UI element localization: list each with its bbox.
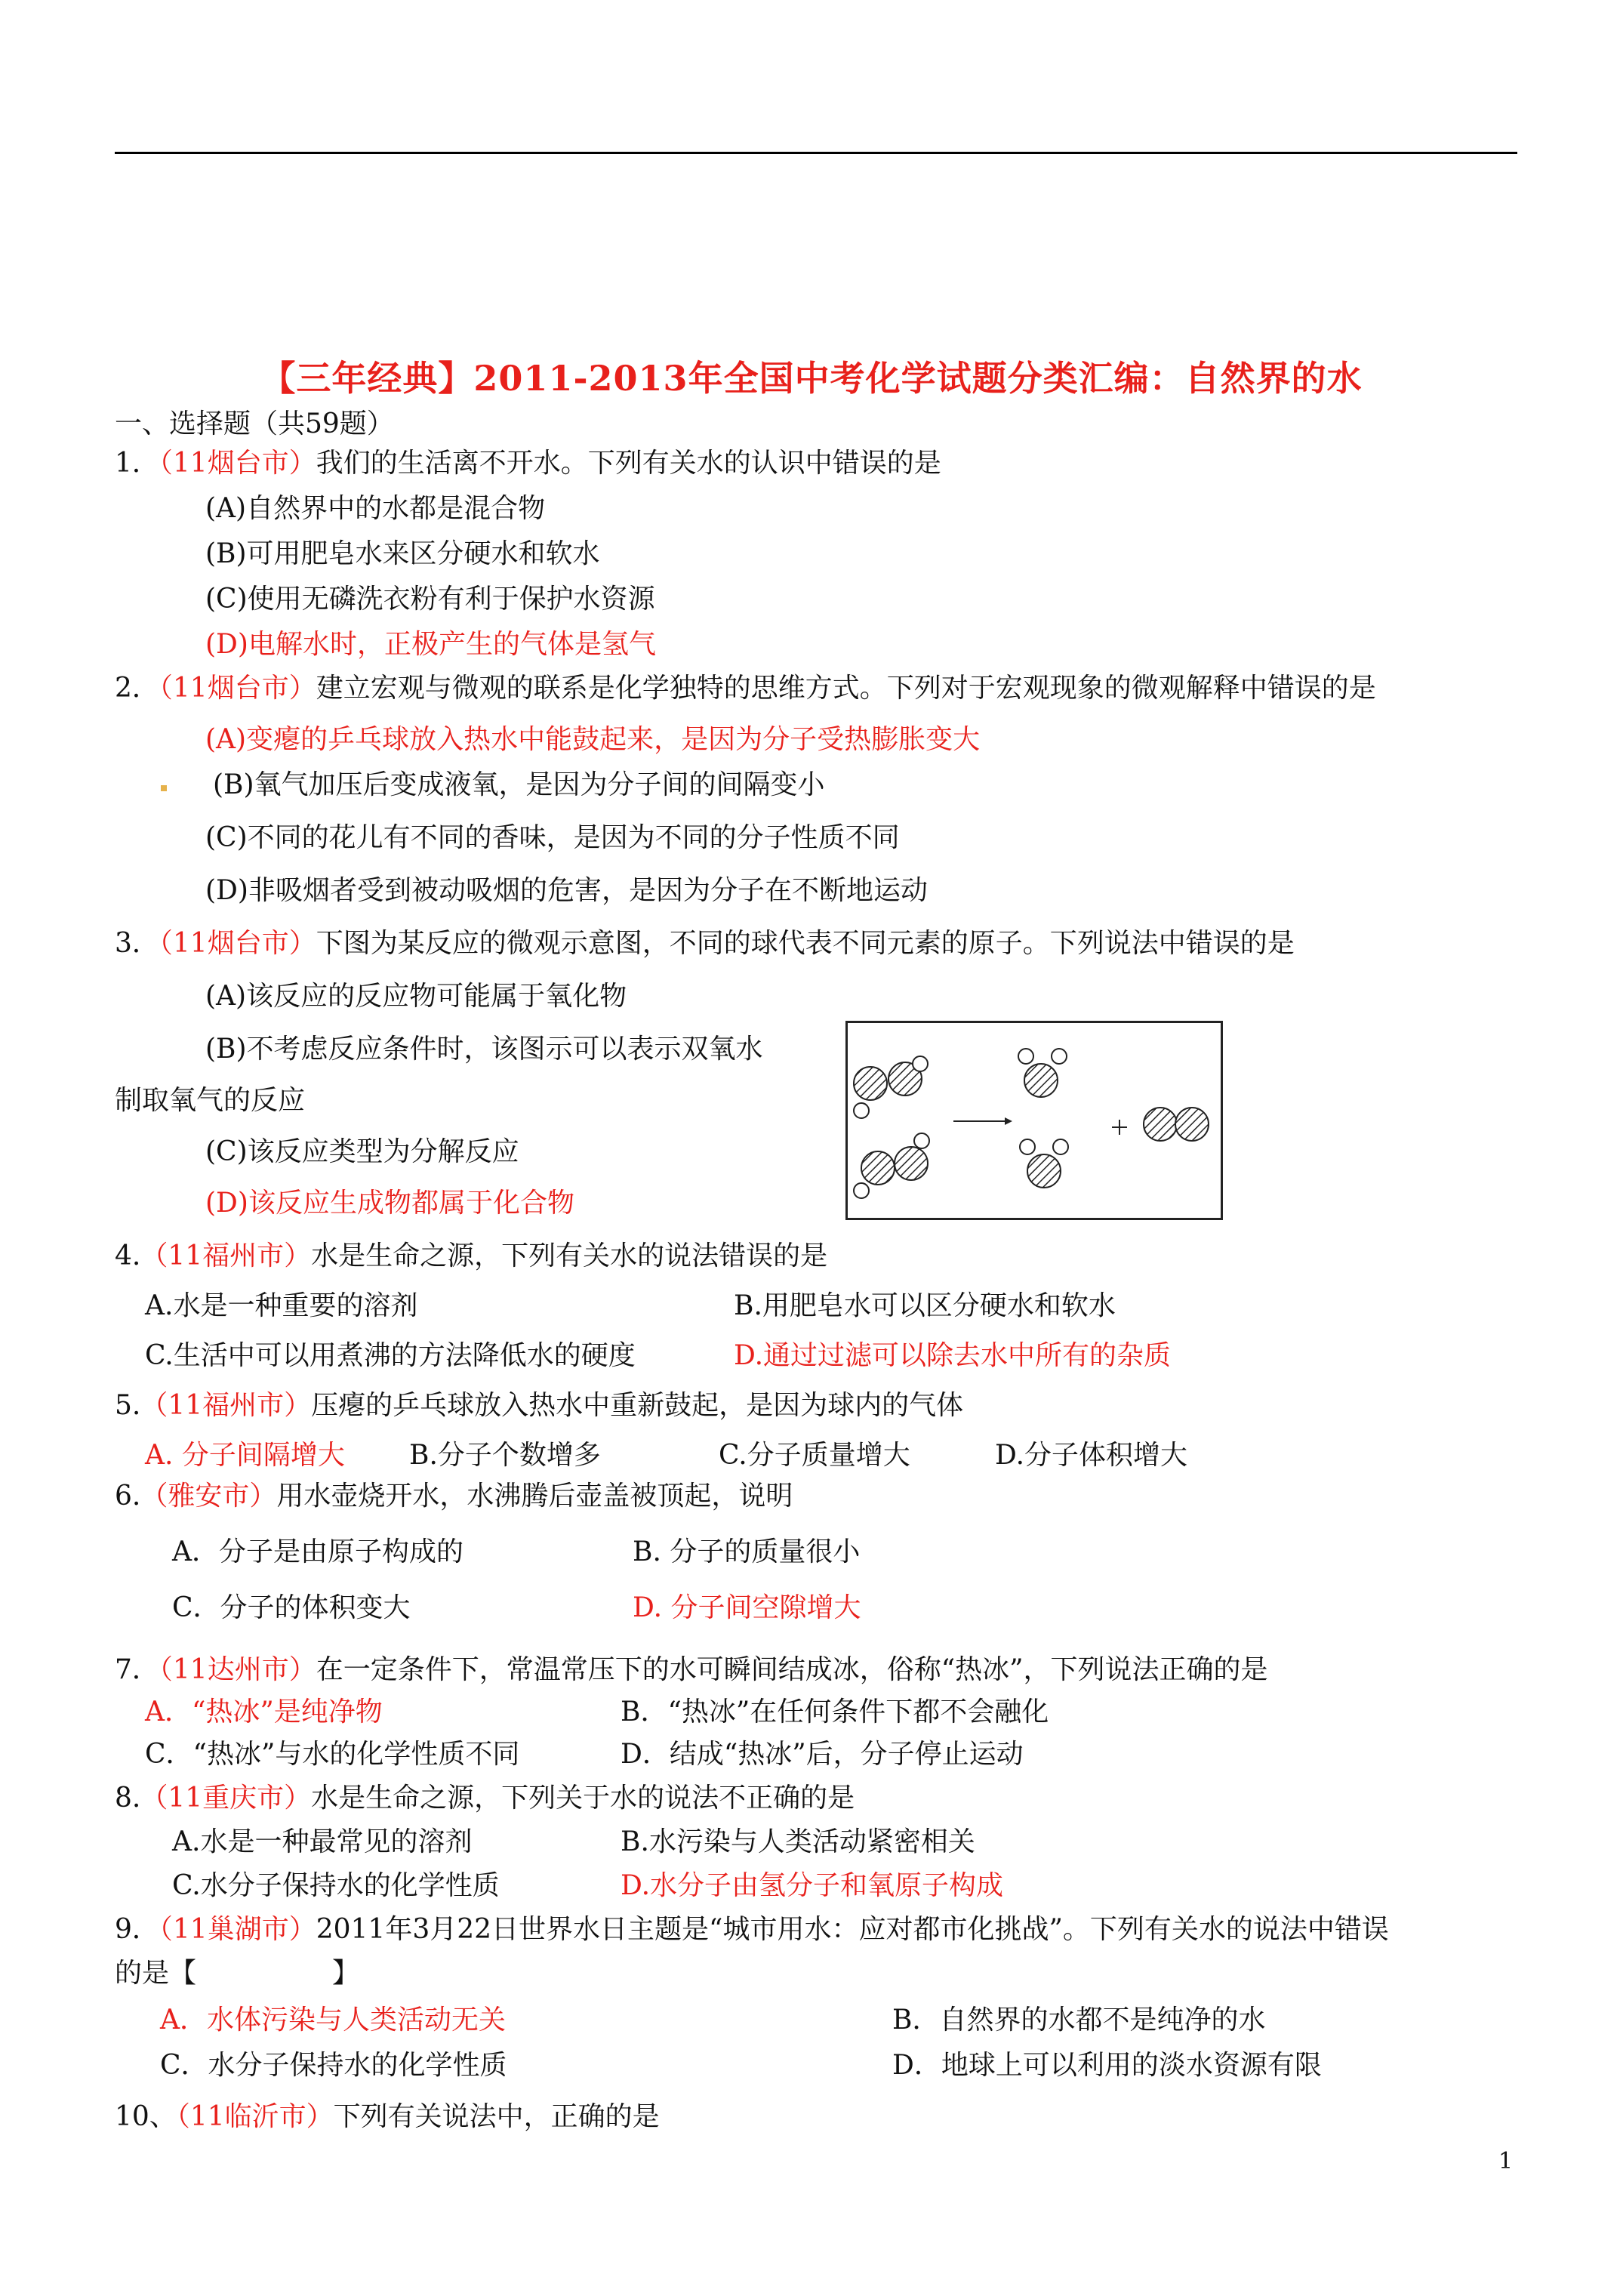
option-a: A.水是一种重要的溶剂 xyxy=(145,1290,418,1321)
option-c: C.水分子保持水的化学性质 xyxy=(172,1870,500,1901)
option-d-answer: D.通过过滤可以除去水中所有的杂质 xyxy=(734,1340,1172,1371)
option-b: B．“热冰”在任何条件下都不会融化 xyxy=(621,1697,1049,1727)
option-c: C．水分子保持水的化学性质 xyxy=(160,2050,507,2081)
product-oxygen-molecule xyxy=(1144,1108,1209,1141)
question-source: （11巢湖市） xyxy=(159,1914,316,1945)
bullet-mark xyxy=(161,785,167,791)
header-rule xyxy=(115,152,1517,154)
option-d: D.分子体积增大 xyxy=(995,1440,1188,1471)
question-8 xyxy=(115,1782,855,1815)
reaction-arrow xyxy=(953,1117,1012,1125)
option-a-answer: A. 分子间隔增大 xyxy=(145,1440,345,1471)
product-molecule-1 xyxy=(1018,1049,1067,1097)
option-b: (B)不考虑反应条件时，该图示可以表示双氧水 xyxy=(205,1034,763,1065)
question-9 xyxy=(115,1913,1389,1946)
question-7 xyxy=(115,1653,1268,1687)
question-stem: 水是生命之源，下列关于水的说法不正确的是 xyxy=(311,1783,855,1814)
question-source: （11烟台市） xyxy=(159,448,316,479)
reaction-diagram xyxy=(845,1021,1223,1220)
question-4 xyxy=(115,1240,827,1273)
question-number: 7． xyxy=(115,1654,159,1685)
question-source: （11重庆市） xyxy=(140,1783,312,1814)
question-source: （11烟台市） xyxy=(159,673,316,704)
page-title: 【三年经典】2011-2013年全国中考化学试题分类汇编：自然界的水 xyxy=(260,358,1363,399)
question-number: 6. xyxy=(115,1481,141,1512)
question-source: （11临沂市） xyxy=(176,2101,334,2132)
section-heading: 一、选择题（共59题） xyxy=(115,408,394,439)
option-d-answer: (D)该反应生成物都属于化合物 xyxy=(205,1188,574,1219)
option-d-answer: D.水分子由氢分子和氧原子构成 xyxy=(621,1870,1004,1901)
option-a: A．分子是由原子构成的 xyxy=(172,1536,463,1567)
option-d: (D)非吸烟者受到被动吸烟的危害，是因为分子在不断地运动 xyxy=(205,875,928,906)
option-d: D．结成“热冰”后，分子停止运动 xyxy=(621,1739,1024,1770)
plus-sign xyxy=(1112,1120,1127,1135)
molecular-reaction-svg xyxy=(848,1023,1221,1218)
question-2 xyxy=(115,672,1376,705)
option-b: B.水污染与人类活动紧密相关 xyxy=(621,1826,975,1857)
question-stem: 2011年3月22日世界水日主题是“城市用水：应对都市化挑战”。下列有关水的说法中错误 xyxy=(316,1914,1389,1945)
question-5 xyxy=(115,1389,963,1422)
question-number: 9． xyxy=(115,1914,159,1945)
option-b: (B)可用肥皂水来区分硬水和软水 xyxy=(205,538,600,569)
option-d: D．地球上可以利用的淡水资源有限 xyxy=(892,2050,1322,2081)
question-number: 8. xyxy=(115,1783,141,1814)
option-a-answer: A．“热冰”是纯净物 xyxy=(145,1697,383,1727)
option-b-continued: 制取氧气的反应 xyxy=(115,1085,306,1116)
option-b: B.用肥皂水可以区分硬水和软水 xyxy=(734,1290,1116,1321)
question-6 xyxy=(115,1480,793,1513)
product-molecule-2 xyxy=(1020,1139,1068,1188)
question-stem: 我们的生活离不开水。下列有关水的认识中错误的是 xyxy=(316,448,941,479)
option-c: (C)该反应类型为分解反应 xyxy=(205,1136,519,1167)
question-stem: 水是生命之源，下列有关水的说法错误的是 xyxy=(311,1240,828,1271)
question-stem: 用水壶烧开水，水沸腾后壶盖被顶起，说明 xyxy=(276,1481,793,1512)
option-a-answer: (A)变瘪的乒乓球放入热水中能鼓起来，是因为分子受热膨胀变大 xyxy=(205,724,981,755)
question-stem: 压瘪的乒乓球放入热水中重新鼓起，是因为球内的气体 xyxy=(311,1390,964,1421)
question-source: （11达州市） xyxy=(159,1654,316,1685)
question-number: 10、 xyxy=(115,2101,177,2132)
question-number: 4. xyxy=(115,1240,141,1271)
question-10 xyxy=(115,2100,660,2134)
question-1 xyxy=(115,447,941,480)
question-stem: 下列有关说法中，正确的是 xyxy=(333,2101,660,2132)
question-stem: 下图为某反应的微观示意图，不同的球代表不同元素的原子。下列说法中错误的是 xyxy=(316,928,1295,959)
question-number: 5. xyxy=(115,1390,141,1421)
question-stem: 在一定条件下，常温常压下的水可瞬间结成冰，俗称“热冰”，下列说法正确的是 xyxy=(316,1654,1268,1685)
question-stem: 建立宏观与微观的联系是化学独特的思维方式。下列对于宏观现象的微观解释中错误的是 xyxy=(316,673,1376,704)
reactant-molecule-2 xyxy=(854,1133,929,1198)
option-b: B.分子个数增多 xyxy=(409,1440,601,1471)
question-9-stem-continued: 的是【 】 xyxy=(115,1958,360,1989)
page-number: 1 xyxy=(1498,2148,1514,2174)
option-b: B．自然界的水都不是纯净的水 xyxy=(892,2005,1266,2036)
option-a: (A)自然界中的水都是混合物 xyxy=(205,493,546,524)
question-3 xyxy=(115,927,1295,960)
option-a: A.水是一种最常见的溶剂 xyxy=(172,1826,473,1857)
option-c: (C)使用无磷洗衣粉有利于保护水资源 xyxy=(205,584,655,615)
question-source: （11福州市） xyxy=(140,1390,312,1421)
option-d-answer: (D)电解水时，正极产生的气体是氢气 xyxy=(205,629,656,660)
question-source: （雅安市） xyxy=(140,1481,277,1512)
option-c: C．“热冰”与水的化学性质不同 xyxy=(145,1739,520,1770)
option-d-answer: D. 分子间空隙增大 xyxy=(633,1592,861,1623)
option-c: C．分子的体积变大 xyxy=(172,1592,411,1623)
question-number: 3． xyxy=(115,928,159,959)
reactant-molecule-1 xyxy=(854,1056,928,1118)
question-number: 1． xyxy=(115,448,159,479)
option-a: (A)该反应的反应物可能属于氧化物 xyxy=(205,981,627,1012)
question-number: 2． xyxy=(115,673,159,704)
option-b: (B)氧气加压后变成液氧，是因为分子间的间隔变小 xyxy=(213,769,825,800)
option-b: B. 分子的质量很小 xyxy=(633,1536,861,1567)
question-source: （11福州市） xyxy=(140,1240,312,1271)
option-c: C.生活中可以用煮沸的方法降低水的硬度 xyxy=(145,1340,636,1371)
option-a-answer: A．水体污染与人类活动无关 xyxy=(160,2005,506,2036)
question-source: （11烟台市） xyxy=(159,928,316,959)
option-c: C.分子质量增大 xyxy=(719,1440,910,1471)
option-c: (C)不同的花儿有不同的香味，是因为不同的分子性质不同 xyxy=(205,822,900,853)
